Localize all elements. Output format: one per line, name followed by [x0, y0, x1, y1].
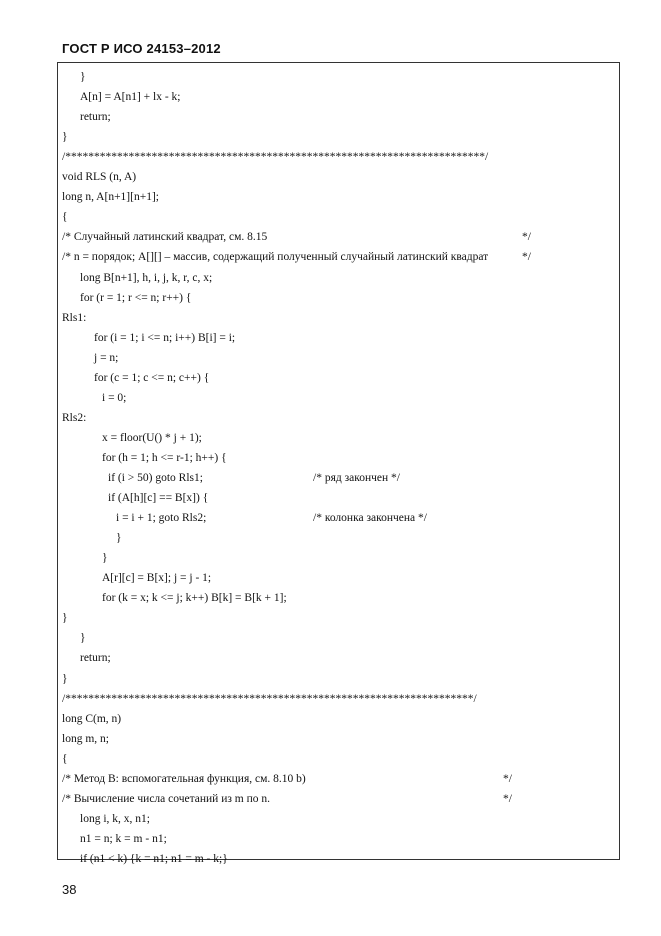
code-line: return; [80, 652, 111, 665]
code-line: } [62, 672, 68, 685]
code-line: void RLS (n, A) [62, 171, 137, 184]
code-line: /* n = порядок; A[][] – массив, содержащий полученный случайный латинский квадрат [62, 251, 489, 264]
code-line: } [62, 131, 68, 144]
code-line: for (i = 1; i <= n; i++) B[i] = i; [94, 331, 236, 344]
code-line: if (A[h][c] == B[x]) { [108, 492, 209, 505]
code-line: } [62, 612, 68, 625]
code-line: A[r][c] = B[x]; j = j - 1; [102, 572, 212, 585]
code-line: n1 = n; k = m - n1; [80, 832, 167, 845]
inline-comment: */ [503, 772, 512, 785]
code-line: for (k = x; k <= j; k++) B[k] = B[k + 1]; [102, 592, 287, 605]
code-line: /***********************************************************************/ [62, 692, 477, 705]
code-line: long C(m, n) [62, 712, 122, 725]
inline-comment: /* колонка закончена */ [313, 512, 427, 525]
code-line: for (r = 1; r <= n; r++) { [80, 291, 192, 304]
code-line: A[n] = A[n1] + lx - k; [80, 91, 181, 104]
code-line: if (n1 < k) {k = n1; n1 = m - k;} [80, 852, 228, 865]
code-line: } [116, 532, 122, 545]
code-line: } [102, 552, 108, 565]
inline-comment: */ [522, 231, 531, 244]
inline-comment: */ [503, 792, 512, 805]
inline-comment: */ [522, 251, 531, 264]
code-line: long m, n; [62, 732, 109, 745]
code-line: i = i + 1; goto Rls2; [116, 512, 207, 525]
code-line: } [80, 71, 86, 83]
code-line: Rls1: [62, 311, 87, 324]
code-line: if (i > 50) goto Rls1; [108, 472, 203, 484]
code-line: long B[n+1], h, i, j, k, r, c, x; [80, 271, 213, 284]
code-line: { [62, 752, 68, 765]
code-line: /*************************************************************************/ [62, 151, 489, 164]
inline-comment: /* ряд закончен */ [313, 472, 401, 484]
code-line: long i, k, x, n1; [80, 812, 150, 825]
code-line: /* Вычисление числа сочетаний из m по n. [62, 792, 270, 805]
code-line: for (c = 1; c <= n; c++) { [94, 371, 210, 384]
code-line: /* Метод B: вспомогательная функция, см. 8.10 b) [62, 772, 306, 785]
code-line: long n, A[n+1][n+1]; [62, 191, 159, 204]
code-line: Rls2: [62, 411, 87, 424]
code-line: x = floor(U() * j + 1); [102, 431, 202, 444]
code-line: return; [80, 111, 111, 124]
code-line: j = n; [94, 351, 119, 364]
code-line: { [62, 211, 68, 224]
code-line: } [80, 632, 86, 645]
code-line: for (h = 1; h <= r-1; h++) { [102, 451, 227, 464]
code-line: i = 0; [102, 391, 127, 404]
code-line: /* Случайный латинский квадрат, см. 8.15 [62, 231, 268, 244]
document-header: ГОСТ Р ИСО 24153–2012 [62, 41, 221, 56]
page-number: 38 [62, 882, 77, 897]
